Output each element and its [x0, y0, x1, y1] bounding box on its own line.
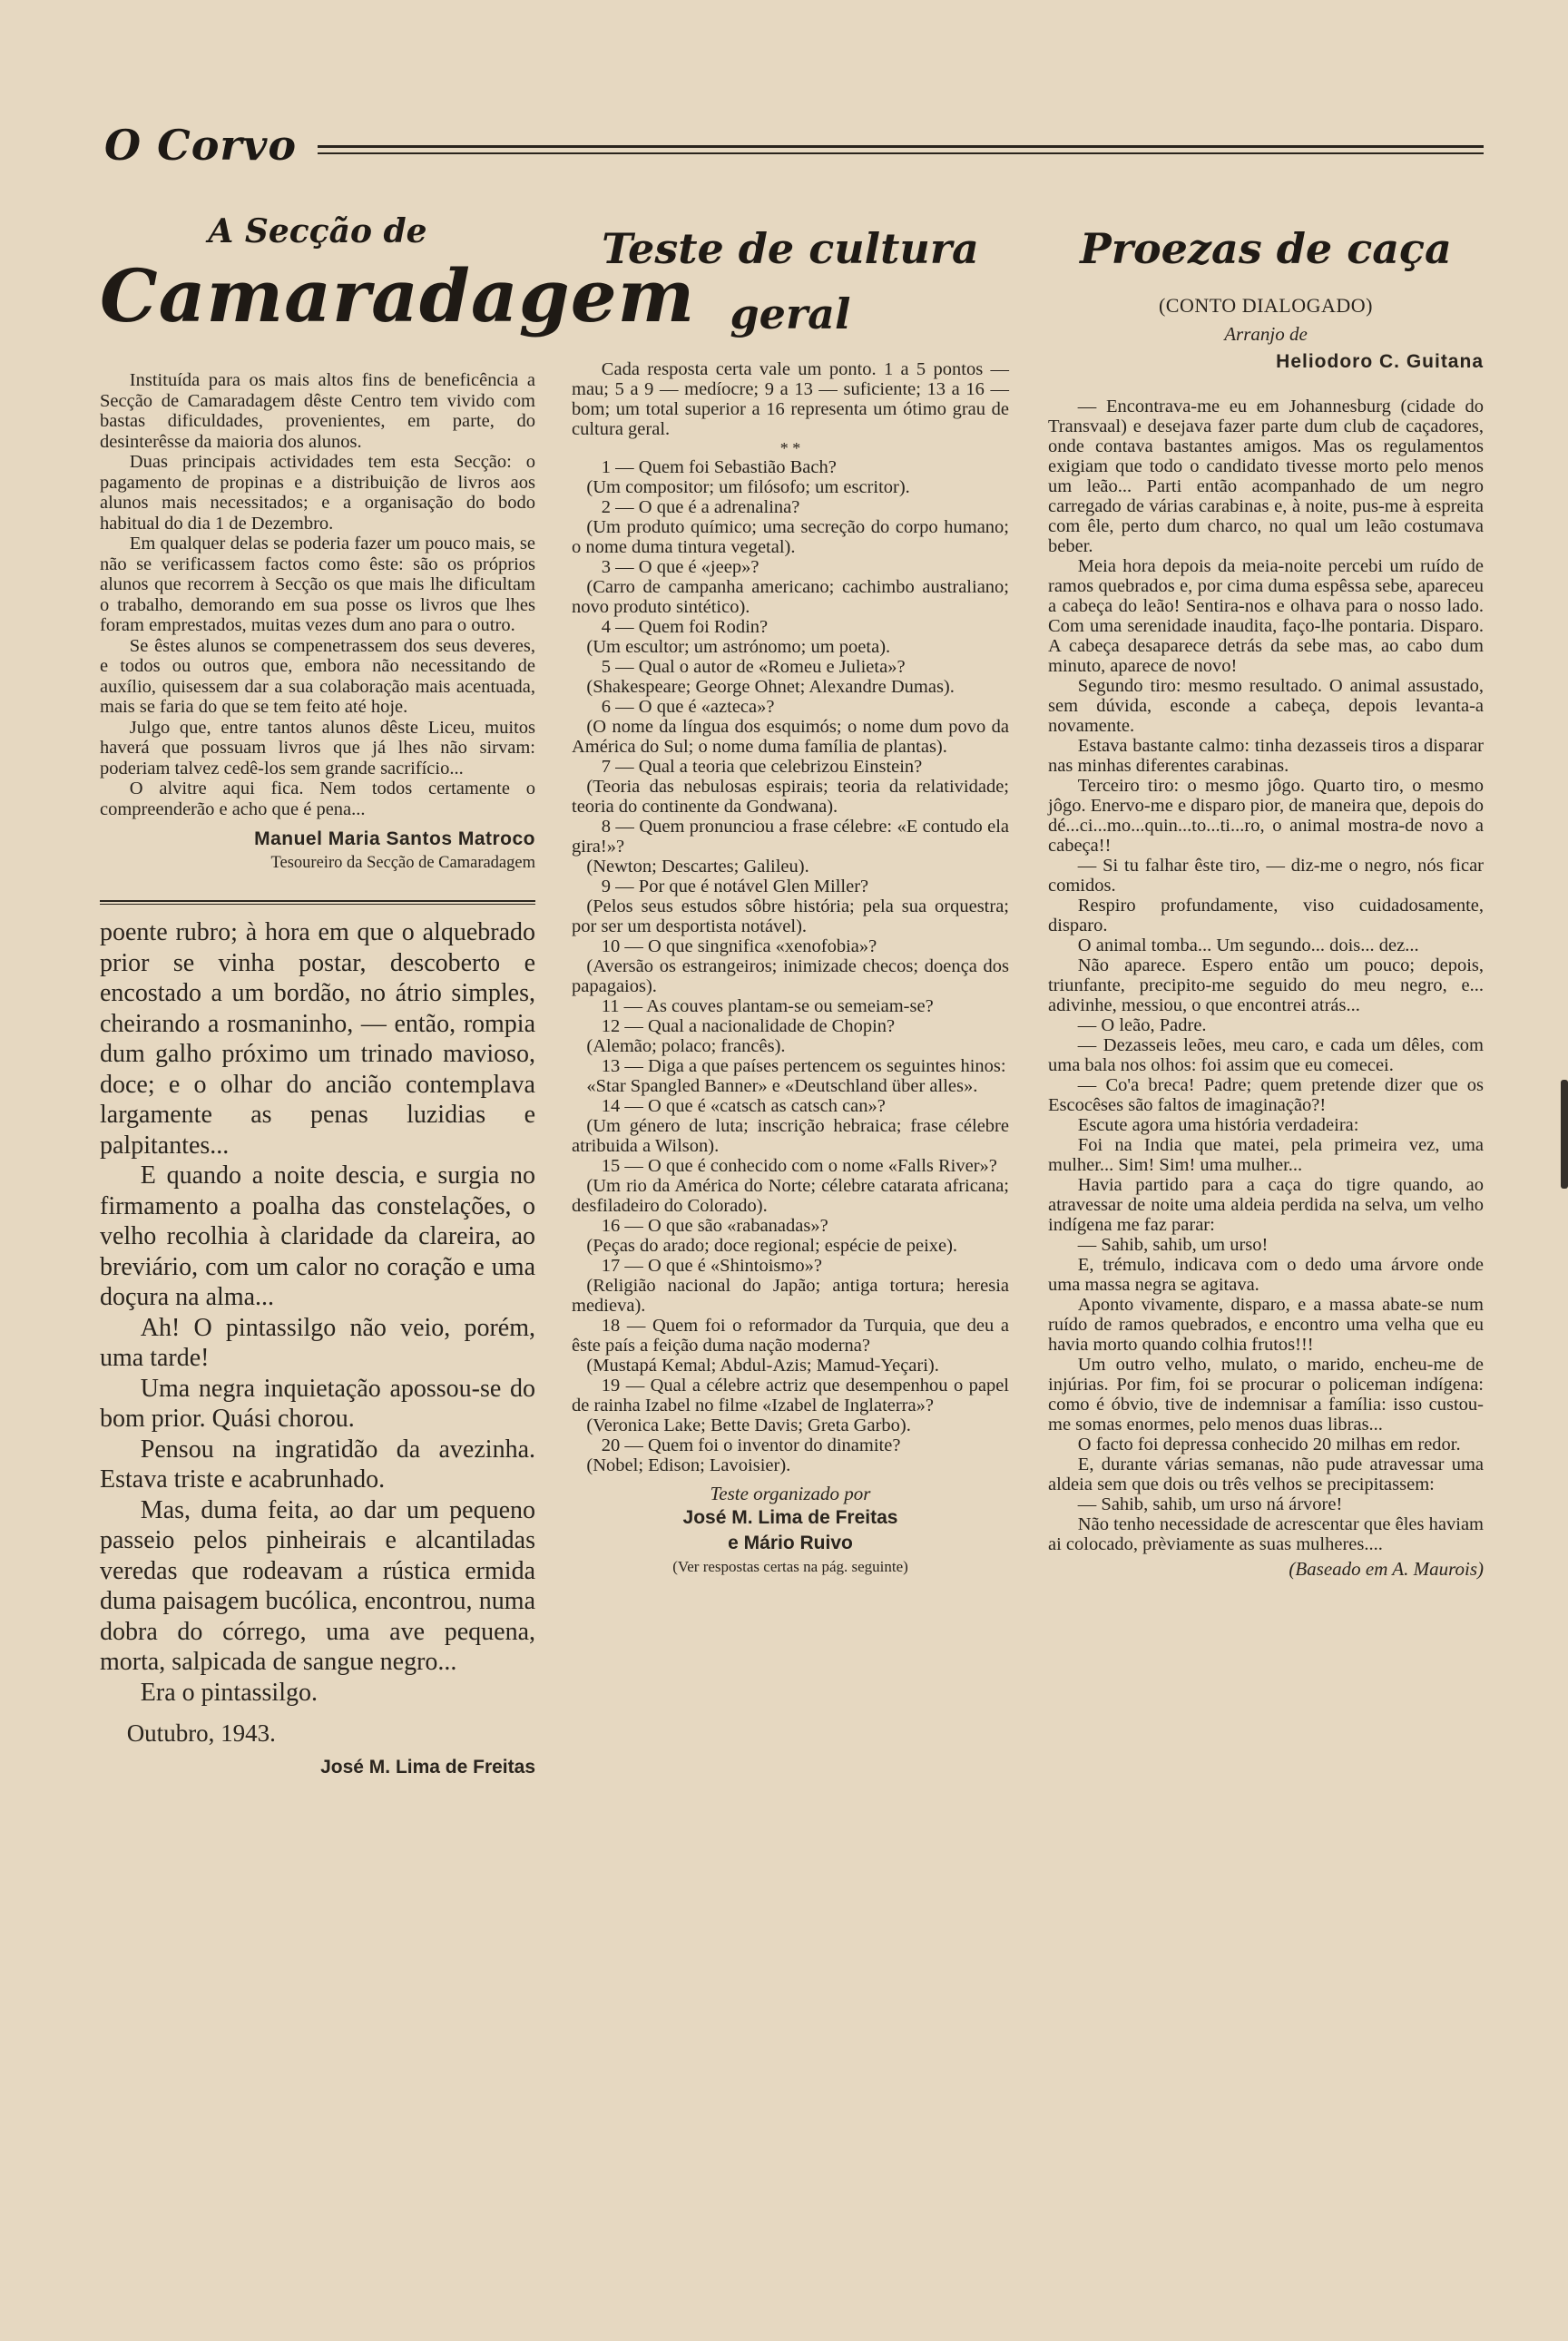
quiz-answers-note: (Ver respostas certas na pág. seguinte): [672, 1558, 908, 1575]
section-divider-thin: [100, 904, 535, 905]
article-title-small: A Secção de: [208, 212, 427, 250]
quiz-question: 18 — Quem foi o reformador da Turquia, que deu a êste país a feição duma nação moderna?: [572, 1316, 1009, 1356]
story-paragraph: Mas, duma feita, ao dar um pequeno passeio pelos pinheirais e alcantiladas veredas que rodeavam a rústica ermida duma paisagem bucólica, encontrou, numa dobra do córrego, uma ave pequena, morta, salpicada de sangue negro...: [100, 1495, 535, 1676]
quiz-question: 3 — O que é «jeep»?: [601, 557, 760, 577]
story-paragraph: — Co'a breca! Padre; quem pretende dizer que os Escocêses são faltos de imaginação?!: [1048, 1075, 1484, 1115]
quiz-stars: * *: [779, 439, 801, 457]
quiz-list: [572, 457, 1009, 1475]
quiz-answer-options: (Nobel; Edison; Lavoisier).: [586, 1455, 791, 1475]
article-signature: Manuel Maria Santos Matroco: [254, 828, 535, 849]
quiz-question: 17 — O que é «Shintoismo»?: [601, 1256, 822, 1276]
article-paragraph: Duas principais actividades tem esta Secção: o pagamento de propinas e a distribuição de livros aos alunos mais necessitados; e a organisação do bodo habitual do dia 1 de Dezembro.: [100, 452, 535, 534]
article-signature-role: Tesoureiro da Secção de Camaradagem: [270, 854, 535, 872]
article-paragraph: Instituída para os mais altos fins de beneficência a Secção de Camaradagem dêste Centro tem vivido com bastas dificuldades, provenientes, em parte, do desinterêsse da maioria dos alunos.: [100, 370, 535, 452]
quiz-answer-options: (Shakespeare; George Ohnet; Alexandre Dumas).: [586, 677, 955, 697]
quiz-question: 15 — O que é conhecido com o nome «Falls River»?: [601, 1156, 997, 1176]
story-arranged-label: Arranjo de: [1224, 323, 1308, 345]
quiz-answer-options: (Newton; Descartes; Galileu).: [586, 857, 809, 877]
quiz-question: 13 — Diga a que países pertencem os seguintes hinos:: [601, 1056, 1006, 1076]
binding-clip: [1561, 1080, 1568, 1189]
section-divider: [100, 900, 535, 902]
quiz-answer-options: (Um escultor; um astrónomo; um poeta).: [586, 637, 891, 657]
story-paragraph: Ah! O pintassilgo não veio, porém, uma tarde!: [100, 1313, 535, 1372]
article-paragraph: Se êstes alunos se compenetrassem dos seus deveres, e todos ou outros que, embora não necessitando de auxílio, quisessem dar a sua colaboração mais acentuada, mais se faria do que se tem feito até hoje.: [100, 635, 535, 717]
quiz-organizer: e Mário Ruivo: [728, 1533, 853, 1553]
quiz-answer-options: (Veronica Lake; Bette Davis; Greta Garbo).: [586, 1415, 911, 1435]
quiz-answer-options: (Um compositor; um filósofo; um escritor).: [586, 477, 910, 497]
quiz-question: 12 — Qual a nacionalidade de Chopin?: [601, 1016, 896, 1036]
quiz-question: 1 — Quem foi Sebastião Bach?: [601, 457, 837, 477]
article-body: [100, 370, 535, 819]
quiz-question: 11 — As couves plantam-se ou semeiam-se?: [601, 996, 934, 1016]
story-paragraph: Segundo tiro: mesmo resultado. O animal assustado, sem dúvida, esconde a cabeça, depois levanta-a novamente.: [1048, 676, 1484, 736]
quiz-question: 4 — Quem foi Rodin?: [601, 617, 769, 637]
story-paragraph: — Sahib, sahib, um urso ná árvore!: [1077, 1494, 1343, 1514]
quiz-answer-options: (Religião nacional do Japão; antiga tortura; heresia medieva).: [572, 1276, 1009, 1316]
middle-column: [572, 209, 1009, 1576]
masthead-rule: [318, 145, 1484, 148]
story-paragraph: Um outro velho, mulato, o marido, encheu-me de injúrias. Por fim, foi se procurar o policeman indígena: como é óbvio, tive de indemnisar a família: isso custou-me somas enormes, pelo menos duas libras...: [1048, 1355, 1484, 1435]
story-paragraph: Não tenho necessidade de acrescentar que êles haviam ai colocado, prèviamente as suas mulheres....: [1048, 1514, 1484, 1554]
quiz-answer-options: (Um rio da América do Norte; célebre catarata africana; desfiladeiro do Colorado).: [572, 1176, 1009, 1216]
quiz-question: 2 — O que é a adrenalina?: [601, 497, 800, 517]
quiz-question: 14 — O que é «catsch as catsch can»?: [601, 1096, 886, 1116]
story-paragraph: — Sahib, sahib, um urso!: [1077, 1235, 1269, 1255]
hunt-story-body: [1048, 397, 1484, 1554]
story-paragraph: Não aparece. Espero então um pouco; depois, triunfante, precipito-me seguido do meu negro, e... adivinhe, messiou, o que encontrei atrás...: [1048, 955, 1484, 1015]
quiz-answer-options: (O nome da língua dos esquimós; o nome dum povo da América do Sul; o nome duma família de plantas).: [572, 717, 1009, 757]
quiz-intro: Cada resposta certa vale um ponto. 1 a 5 pontos — mau; 5 a 9 — medíocre; 9 a 13 — suficiente; 13 a 16 — bom; um total superior a 16 representa um ótimo grau de cultura geral.: [572, 359, 1009, 439]
masthead: [104, 118, 1484, 172]
story-paragraph: — Si tu falhar êste tiro, — diz-me o negro, nós ficar comidos.: [1048, 856, 1484, 896]
right-column: [1048, 209, 1484, 1581]
story-source: (Baseado em A. Maurois): [1289, 1558, 1484, 1580]
story-author: José M. Lima de Freitas: [320, 1757, 535, 1778]
story-paragraph: — Encontrava-me eu em Johannesburg (cidade do Transvaal) e desejava fazer parte dum club de caçadores, onde contava bastantes amigos. Mas os regulamentos exigiam que todo o candidato tivesse morto pelo menos um leão... Parti então acompanhado de um negro carregado de várias carabinas e, à noite, pus-me à espreita com êle, perto dum charco, no qual um leão costumava beber.: [1048, 397, 1484, 556]
quiz-answer-options: (Pelos seus estudos sôbre história; pela sua orquestra; por ser um desportista notável).: [572, 896, 1009, 936]
quiz-question: 19 — Qual a célebre actriz que desempenhou o papel de rainha Izabel no filme «Izabel de Inglaterra»?: [572, 1376, 1009, 1415]
article-title: Camaradagem: [100, 253, 696, 338]
quiz-answer-options: (Aversão os estrangeiros; inimizade checos; doença dos papagaios).: [572, 956, 1009, 996]
quiz-title: Teste de cultura geral: [602, 224, 979, 338]
article-paragraph: Em qualquer delas se poderia fazer um pouco mais, se não se verificassem factos como êste: são os próprios alunos que recorrem à Secção os que mais lhe dificultam o trabalho, demorando em sua posse os livros que lhes foram emprestados, muitas vezes dum ano para o outro.: [100, 534, 535, 635]
story-body: [100, 917, 535, 1708]
story-paragraph: Escute agora uma história verdadeira:: [1077, 1115, 1359, 1135]
story-paragraph: Terceiro tiro: o mesmo jôgo. Quarto tiro, o mesmo jôgo. Enervo-me e disparo pior, de maneira que, depois do dé...ci...mo...quin...to...ti...ro, o animal mostra-de novo a cabeça!!: [1048, 776, 1484, 856]
quiz-answer-options: (Mustapá Kemal; Abdul-Azis; Mamud-Yeçari).: [586, 1356, 939, 1376]
quiz-answer-options: «Star Spangled Banner» e «Deutschland über alles».: [586, 1076, 978, 1096]
quiz-question: 8 — Quem pronunciou a frase célebre: «E contudo ela gira!»?: [572, 817, 1009, 857]
quiz-answer-options: (Carro de campanha americano; cachimbo australiano; novo produto sintético).: [572, 577, 1009, 617]
quiz-answer-options: (Teoria das nebulosas espirais; teoria da relatividade; teoria do continente da Gondwana).: [572, 777, 1009, 817]
story-paragraph: Uma negra inquietação apossou-se do bom prior. Quási chorou.: [100, 1374, 535, 1433]
story-paragraph: Estava bastante calmo: tinha dezasseis tiros a disparar nas minhas diferentes carabinas.: [1048, 736, 1484, 776]
quiz-question: 9 — Por que é notável Glen Miller?: [601, 877, 869, 896]
story-paragraph: poente rubro; à hora em que o alquebrado prior se vinha postar, descoberto e encostado a um bordão, no átrio simples, cheirando a rosmaninho, — então, rompia dum galho próximo um trinado mavioso, doce; e o olhar do ancião contemplava largamente as penas luzidias e palpitantes...: [100, 918, 535, 1160]
story-paragraph: E quando a noite descia, e surgia no firmamento a poalha das constelações, o velho recolhia à claridade da clareira, ao breviário, com um calor no coração e uma doçura na alma...: [100, 1161, 535, 1311]
story-paragraph: Era o pintassilgo.: [140, 1678, 318, 1707]
quiz-answer-options: (Um género de luta; inscrição hebraica; frase célebre atribuida a Wilson).: [572, 1116, 1009, 1156]
quiz-answer-options: (Peças do arado; doce regional; espécie de peixe).: [586, 1236, 958, 1256]
story-paragraph: Pensou na ingratidão da avezinha. Estava triste e acabrunhado.: [100, 1435, 535, 1494]
story-paragraph: Foi na India que matei, pela primeira vez, uma mulher... Sim! Sim! uma mulher...: [1048, 1135, 1484, 1175]
quiz-organizer: José M. Lima de Freitas: [682, 1507, 898, 1528]
story-paragraph: E, durante várias semanas, não pude atravessar uma aldeia sem que dois ou três velhos se precipitassem:: [1048, 1455, 1484, 1494]
quiz-answer-options: (Alemão; polaco; francês).: [586, 1036, 786, 1056]
quiz-organized-by: Teste organizado por: [710, 1483, 871, 1504]
story-title: Proezas de caça: [1080, 224, 1452, 273]
quiz-question: 6 — O que é «azteca»?: [601, 697, 775, 717]
story-paragraph: Aponto vivamente, disparo, e a massa abate-se num ruído de ramos quebrados, e encontro uma velha que eu havia morto quando colhia frutos!!!: [1048, 1295, 1484, 1355]
story-paragraph: Respiro profundamente, viso cuidadosamente, disparo.: [1048, 896, 1484, 935]
quiz-question: 10 — O que singnifica «xenofobia»?: [601, 936, 877, 956]
story-paragraph: O animal tomba... Um segundo... dois... dez...: [1077, 935, 1419, 955]
masthead-rule-thin: [318, 152, 1484, 154]
quiz-question: 20 — Quem foi o inventor do dinamite?: [601, 1435, 901, 1455]
story-paragraph: — O leão, Padre.: [1077, 1015, 1207, 1035]
newspaper-name: O Corvo: [104, 121, 298, 170]
quiz-question: 16 — O que são «rabanadas»?: [601, 1216, 828, 1236]
story-paragraph: E, trémulo, indicava com o dedo uma árvore onde uma massa negra se agitava.: [1048, 1255, 1484, 1295]
story-arranger: Heliodoro C. Guitana: [1276, 351, 1484, 372]
story-date: Outubro, 1943.: [126, 1719, 276, 1747]
quiz-question: 5 — Qual o autor de «Romeu e Julieta»?: [601, 657, 906, 677]
story-paragraph: — Dezasseis leões, meu caro, e cada um dêles, com uma bala nos olhos: foi assim que eu comecei.: [1048, 1035, 1484, 1075]
story-subtitle: (CONTO DIALOGADO): [1158, 294, 1373, 317]
article-paragraph: Julgo que, entre tantos alunos dêste Liceu, muitos haverá que possuam livros que já lhes não sirvam: poderiam talvez cedê-los sem grande sacrifício...: [100, 717, 535, 779]
article-paragraph: O alvitre aqui fica. Nem todos certamente o compreenderão e acho que é pena...: [100, 779, 535, 819]
quiz-answer-options: (Um produto químico; uma secreção do corpo humano; o nome duma tintura vegetal).: [572, 517, 1009, 557]
quiz-question: 7 — Qual a teoria que celebrizou Einstein?: [601, 757, 923, 777]
story-paragraph: Meia hora depois da meia-noite percebi um ruído de ramos quebrados e, por cima duma espêssa sebe, apareceu a cabeça do leão! Sentira-nos e olhava para o nosso lado. Com uma serenidade inaudita, faço-lhe pontaria. Disparo. A cabeça desaparece detrás da sebe mas, ao cabo dum minuto, aparece de novo!: [1048, 556, 1484, 676]
story-paragraph: O facto foi depressa conhecido 20 milhas em redor.: [1077, 1435, 1461, 1455]
story-paragraph: Havia partido para a caça do tigre quando, ao atravessar de noite uma aldeia perdida na selva, um velho indígena me faz parar:: [1048, 1175, 1484, 1235]
